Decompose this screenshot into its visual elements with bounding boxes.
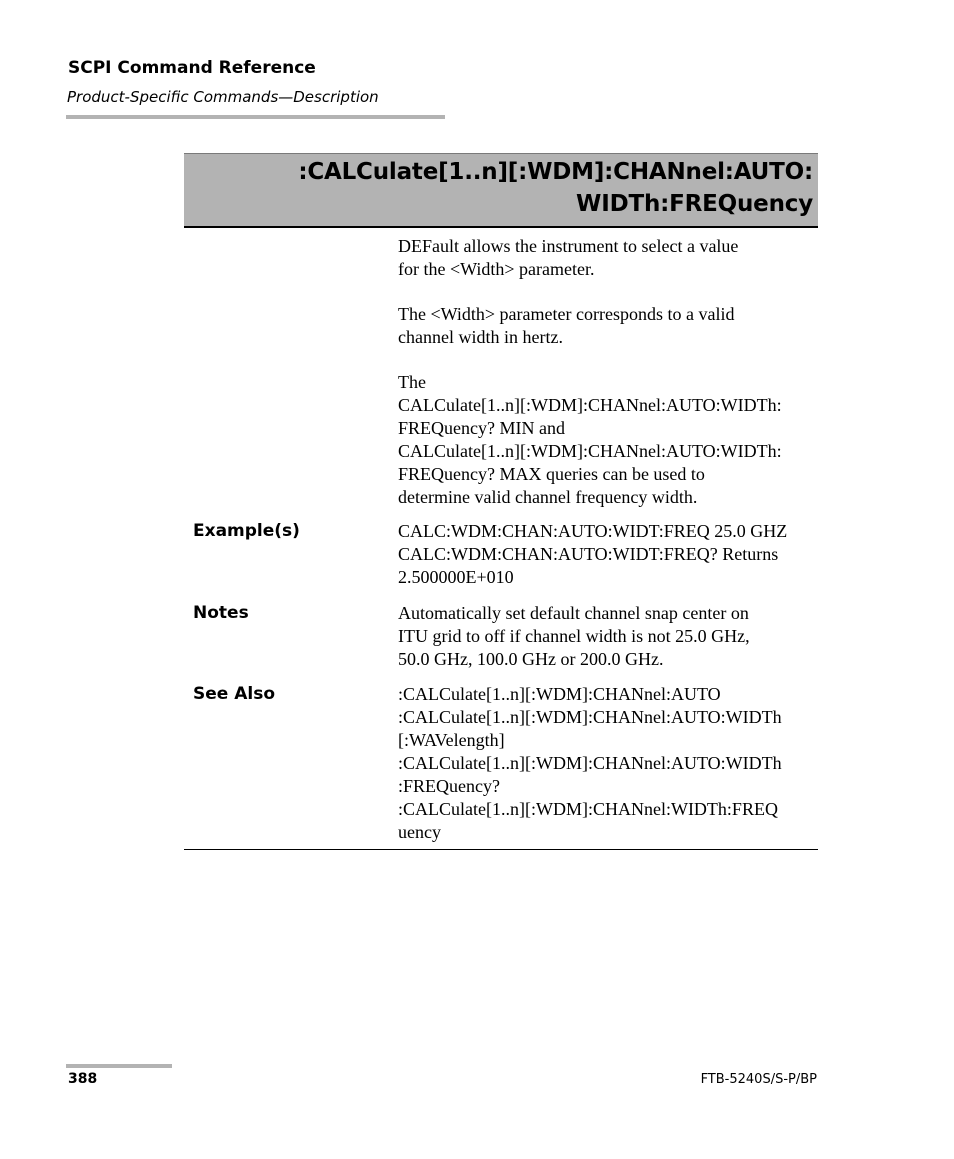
text-line: channel width in hertz. bbox=[398, 327, 563, 347]
examples-label: Example(s) bbox=[193, 521, 300, 541]
header-subtitle: Product-Specific Commands—Description bbox=[67, 88, 379, 106]
text-line: CALCulate[1..n][:WDM]:CHANnel:AUTO:WIDTh: bbox=[398, 441, 782, 461]
see-also-link: uency bbox=[398, 822, 441, 842]
header-title: SCPI Command Reference bbox=[68, 58, 316, 78]
text-line: The bbox=[398, 372, 426, 392]
page-number: 388 bbox=[68, 1071, 98, 1087]
table-bottom-rule bbox=[184, 849, 818, 850]
description-paragraph-1 bbox=[398, 235, 816, 281]
text-line: FREQuency? MIN and bbox=[398, 418, 565, 438]
examples-text bbox=[398, 520, 816, 589]
see-also-link: :CALCulate[1..n][:WDM]:CHANnel:AUTO:WIDTh bbox=[398, 753, 782, 773]
text-line: The <Width> parameter corresponds to a valid bbox=[398, 304, 735, 324]
text-line: determine valid channel frequency width. bbox=[398, 487, 698, 507]
see-also-label: See Also bbox=[193, 684, 276, 704]
text-line: 2.500000E+010 bbox=[398, 567, 514, 587]
see-also-link: [:WAVelength] bbox=[398, 730, 505, 750]
notes-text bbox=[398, 602, 816, 671]
command-heading bbox=[184, 153, 818, 228]
text-line: DEFault allows the instrument to select a value bbox=[398, 236, 739, 256]
text-line: CALC:WDM:CHAN:AUTO:WIDT:FREQ 25.0 GHZ bbox=[398, 521, 788, 541]
see-also-link: :FREQuency? bbox=[398, 776, 500, 796]
product-model: FTB-5240S/S-P/BP bbox=[700, 1072, 817, 1087]
text-line: ITU grid to off if channel width is not 25.0 GHz, bbox=[398, 626, 750, 646]
text-line: CALCulate[1..n][:WDM]:CHANnel:AUTO:WIDTh: bbox=[398, 395, 782, 415]
see-also-link: :CALCulate[1..n][:WDM]:CHANnel:WIDTh:FREQ bbox=[398, 799, 778, 819]
text-line: 50.0 GHz, 100.0 GHz or 200.0 GHz. bbox=[398, 649, 664, 669]
description-paragraph-2 bbox=[398, 303, 816, 349]
footer-rule bbox=[66, 1064, 172, 1068]
notes-label: Notes bbox=[193, 603, 249, 623]
text-line: CALC:WDM:CHAN:AUTO:WIDT:FREQ? Returns bbox=[398, 544, 779, 564]
header-rule bbox=[66, 115, 445, 119]
command-heading-line-1: :CALCulate[1..n][:WDM]:CHANnel:AUTO: bbox=[298, 159, 813, 185]
see-also-link: :CALCulate[1..n][:WDM]:CHANnel:AUTO:WIDTh bbox=[398, 707, 782, 727]
command-heading-line-2: WIDTh:FREQuency bbox=[576, 191, 813, 217]
text-line: for the <Width> parameter. bbox=[398, 259, 595, 279]
see-also-text bbox=[398, 683, 816, 844]
description-paragraph-3 bbox=[398, 371, 816, 509]
see-also-link: :CALCulate[1..n][:WDM]:CHANnel:AUTO bbox=[398, 684, 721, 704]
text-line: FREQuency? MAX queries can be used to bbox=[398, 464, 705, 484]
text-line: Automatically set default channel snap center on bbox=[398, 603, 749, 623]
